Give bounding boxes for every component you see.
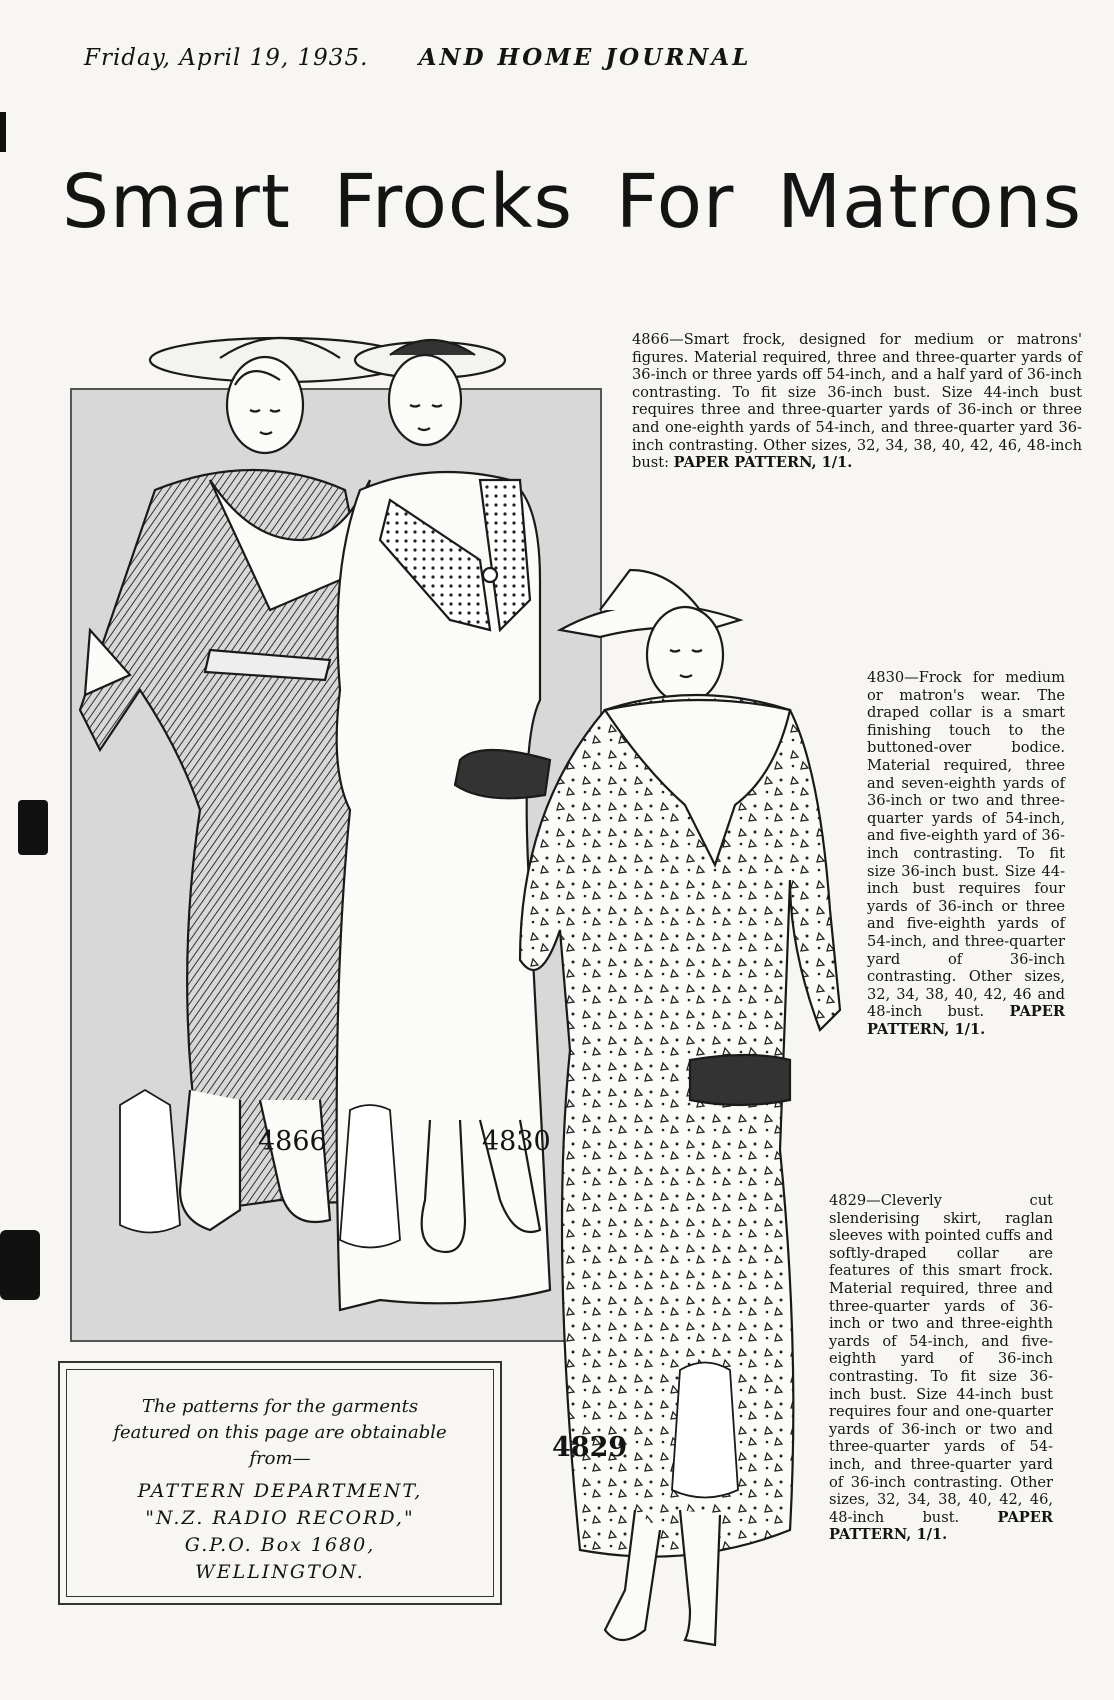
order-intro-line: The patterns for the garments: [141, 1396, 419, 1417]
headline-word: For: [615, 159, 735, 245]
order-intro-line: from—: [249, 1448, 311, 1469]
order-address: [67, 1478, 493, 1586]
description-text: 4830—Frock for medium or matron's wear. The draped collar is a smart finishing touch to the buttoned-over bodice. Material required, three and seven-eighth yards of 36-inch or two and three-quarter yards of 54-inch, and five-eighth yard of 36-inch contrasting. To fit size 36-inch bust. Size 44-inch bust requires four yards of 36-inch or three and five-eighth yards of 54-inch, and three-quarter yard of 36-inch contrasting. Other sizes, 32, 34, 38, 40, 42, 46 and 48-inch bust.: [867, 669, 1065, 1021]
headline-word: Smart: [62, 159, 291, 245]
order-info-box: [58, 1361, 502, 1605]
description-4829: [829, 1192, 1053, 1544]
description-4866: [632, 331, 1082, 472]
pattern-number-4829: 4829: [552, 1432, 628, 1463]
price-label: PAPER PATTERN, 1/1.: [867, 1003, 1065, 1038]
order-info-border: [66, 1369, 494, 1597]
address-line: PATTERN DEPARTMENT,: [137, 1480, 423, 1502]
headline-word: Frocks: [333, 159, 574, 245]
scan-speck: [0, 1230, 40, 1300]
headline-word: Matrons: [777, 159, 1082, 245]
address-line: G.P.O. Box 1680,: [184, 1534, 376, 1556]
scan-speck: [18, 800, 48, 855]
price-label: PAPER PATTERN, 1/1.: [673, 454, 853, 472]
page-header: [84, 44, 751, 71]
description-4830: [867, 669, 1065, 1038]
address-line: "N.Z. RADIO RECORD,": [145, 1507, 415, 1529]
issue-date: Friday, April 19, 1935.: [84, 45, 369, 71]
description-text: 4829—Cleverly cut slenderising skirt, raglan sleeves with pointed cuffs and softly-draped collar are features of this smart frock. Material required, three and three-quarter yards of 36-inch or two and three-eighth yards of 54-inch, and five-eighth yard of 36-inch contrasting. To fit size 36-inch bust. Size 44-inch bust requires four and one-quarter yards of 36-inch or two and three-quarter yards of 54-inch, and three-quarter yard of 36-inch contrasting. Other sizes, 32, 34, 38, 40, 42, 46, 48-inch bust.: [829, 1192, 1053, 1526]
description-text: 4866—Smart frock, designed for medium or matrons' figures. Material required, three and three-quarter yards of 36-inch or three yards off 54-inch, and a half yard of 36-inch contrasting. To fit size 36-inch bust. Size 44-inch bust requires three and three-quarter yards of 36-inch or three and one-eighth yards of 54-inch, and three-quarter yard 36-inch contrasting. Other sizes, 32, 34, 38, 40, 42, 46, 48-inch bust:: [632, 331, 1082, 472]
order-intro: [67, 1394, 493, 1472]
scan-speck: [0, 112, 6, 152]
pattern-number-4866: 4866: [258, 1126, 327, 1157]
order-intro-line: featured on this page are obtainable: [113, 1422, 447, 1443]
journal-name: AND HOME JOURNAL: [418, 44, 752, 71]
address-line: WELLINGTON.: [195, 1561, 365, 1583]
pattern-number-4830: 4830: [482, 1126, 551, 1157]
page-headline: [62, 159, 1082, 245]
price-label: PAPER PATTERN, 1/1.: [829, 1508, 1053, 1544]
